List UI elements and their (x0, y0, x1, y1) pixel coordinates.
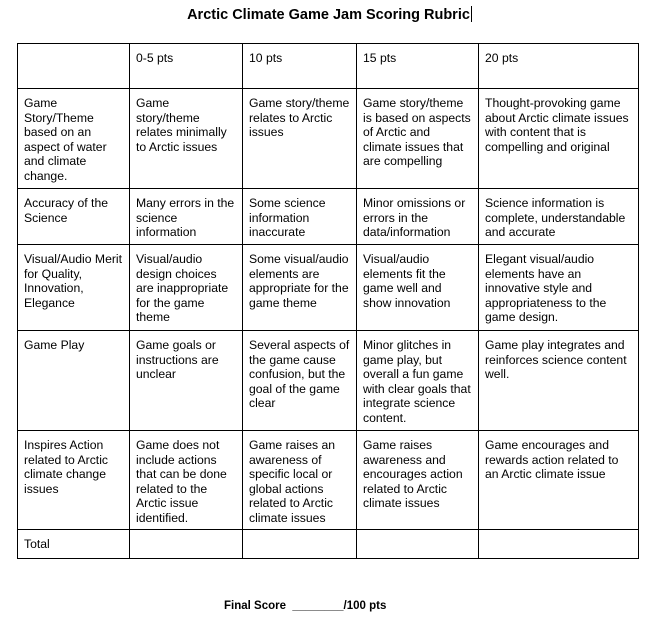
total-score-cell (130, 530, 243, 559)
header-row (18, 44, 639, 89)
score-cell: Game goals or instructions are unclear (130, 331, 243, 431)
table-row (18, 245, 639, 331)
table-row (18, 331, 639, 431)
score-cell: Minor glitches in game play, but overall a fun game with clear goals that integrate science content. (357, 331, 479, 431)
criterion-cell: Game Play (18, 331, 130, 431)
score-cell: Some visual/audio elements are appropriate for the game theme (243, 245, 357, 331)
table-row (18, 189, 639, 245)
score-cell: Game raises awareness and encourages action related to Arctic climate issues (357, 431, 479, 530)
header-cell-15-pts: 15 pts (357, 44, 479, 89)
total-score-cell (479, 530, 639, 559)
title-text: Arctic Climate Game Jam Scoring Rubric (187, 7, 470, 23)
header-cell-criterion (18, 44, 130, 89)
score-cell: Elegant visual/audio elements have an innovative style and appropriateness to the game design. (479, 245, 639, 331)
final-score-line: Final Score ________/100 pts (224, 600, 387, 612)
criterion-cell: Accuracy of the Science (18, 189, 130, 245)
score-cell: Many errors in the science information (130, 189, 243, 245)
criterion-cell: Visual/Audio Merit for Quality, Innovation, Elegance (18, 245, 130, 331)
score-cell: Game encourages and rewards action related to an Arctic climate issue (479, 431, 639, 530)
score-cell: Science information is complete, understandable and accurate (479, 189, 639, 245)
table-row (18, 89, 639, 189)
text-cursor (471, 6, 472, 22)
total-score-cell (357, 530, 479, 559)
score-cell: Visual/audio elements fit the game well and show innovation (357, 245, 479, 331)
score-cell: Game raises an awareness of specific local or global actions related to Arctic climate issues (243, 431, 357, 530)
score-cell: Game does not include actions that can be done related to the Arctic issue identified. (130, 431, 243, 530)
table-row (18, 431, 639, 530)
score-cell: Game story/theme relates minimally to Arctic issues (130, 89, 243, 189)
score-cell: Some science information inaccurate (243, 189, 357, 245)
total-label-cell: Total (18, 530, 130, 559)
document-title (0, 6, 659, 24)
score-cell: Thought-provoking game about Arctic climate issues with content that is compelling and original (479, 89, 639, 189)
score-cell: Game story/theme relates to Arctic issues (243, 89, 357, 189)
header-cell-20-pts: 20 pts (479, 44, 639, 89)
score-cell: Game play integrates and reinforces science content well. (479, 331, 639, 431)
scoring-rubric-table (17, 43, 639, 559)
header-cell-0-5-pts: 0-5 pts (130, 44, 243, 89)
score-cell: Several aspects of the game cause confusion, but the goal of the game clear (243, 331, 357, 431)
total-score-cell (243, 530, 357, 559)
score-cell: Minor omissions or errors in the data/information (357, 189, 479, 245)
score-cell: Visual/audio design choices are inappropriate for the game theme (130, 245, 243, 331)
header-cell-10-pts: 10 pts (243, 44, 357, 89)
score-cell: Game story/theme is based on aspects of Arctic and climate issues that are compelling (357, 89, 479, 189)
criterion-cell: Game Story/Theme based on an aspect of water and climate change. (18, 89, 130, 189)
criterion-cell: Inspires Action related to Arctic climate change issues (18, 431, 130, 530)
total-row (18, 530, 639, 559)
